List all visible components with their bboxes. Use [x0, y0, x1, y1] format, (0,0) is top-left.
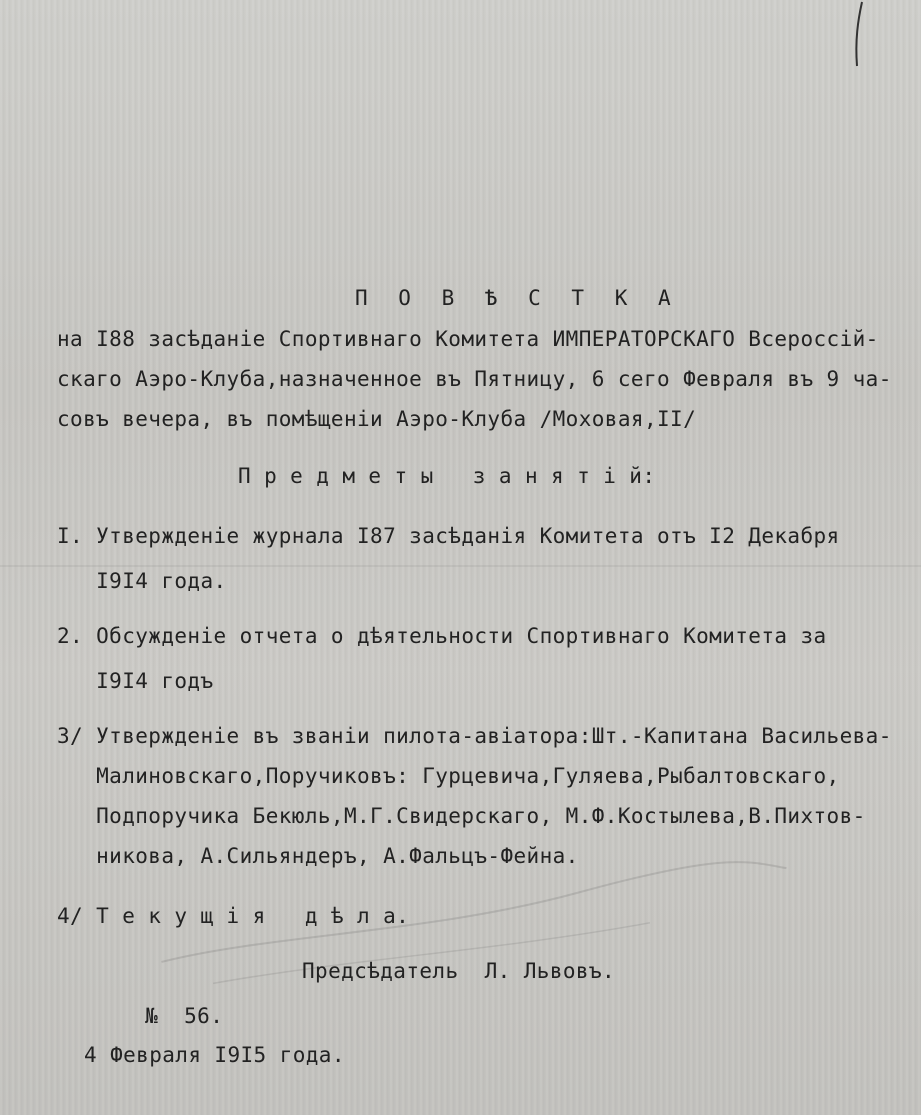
document-title: П О В Ѣ С Т К А [355, 286, 680, 310]
document-number: № 56. [145, 1004, 224, 1028]
item-2-line-1: 2. Обсужденіе отчета о дѣятельности Спортивнаго Комитета за [57, 624, 827, 648]
pencil-mark [850, 0, 870, 70]
paper-fold [0, 565, 921, 567]
intro-line-1: на I88 засѣданіе Спортивнаго Комитета ИМПЕРАТОРСКАГО Всероссій- [57, 327, 879, 351]
item-4-line-1: 4/ Т е к у щ і я д ѣ л а. [57, 904, 410, 928]
document-date: 4 Февраля I9I5 года. [84, 1043, 345, 1067]
item-3-line-3: Подпоручика Бекюль,М.Г.Свидерскаго, М.Ф.Костылева,В.Пихтов- [57, 804, 866, 828]
item-3-line-1: 3/ Утвержденіе въ званіи пилота-авіатора:Шт.-Капитана Васильева- [57, 724, 892, 748]
item-3-line-2: Малиновскаго,Поручиковъ: Гурцевича,Гуляева,Рыбалтовскаго, [57, 764, 840, 788]
item-3-line-4: никова, А.Сильяндеръ, А.Фальцъ-Фейна. [57, 844, 579, 868]
signature: Предсѣдатель Л. Львовъ. [302, 959, 616, 983]
item-1-line-2: I9I4 года. [57, 569, 227, 593]
intro-line-2: скаго Аэро-Клуба,назначенное въ Пятницу, 6 сего Февраля въ 9 ча- [57, 367, 892, 391]
item-2-line-2: I9I4 годъ [57, 669, 214, 693]
item-1-line-1: I. Утвержденіе журнала I87 засѣданія Комитета отъ I2 Декабря [57, 524, 840, 548]
intro-line-3: совъ вечера, въ помѣщеніи Аэро-Клуба /Моховая,II/ [57, 407, 697, 431]
subjects-heading: П р е д м е т ы з а н я т і й: [238, 464, 656, 488]
faded-stamp [147, 847, 804, 1012]
